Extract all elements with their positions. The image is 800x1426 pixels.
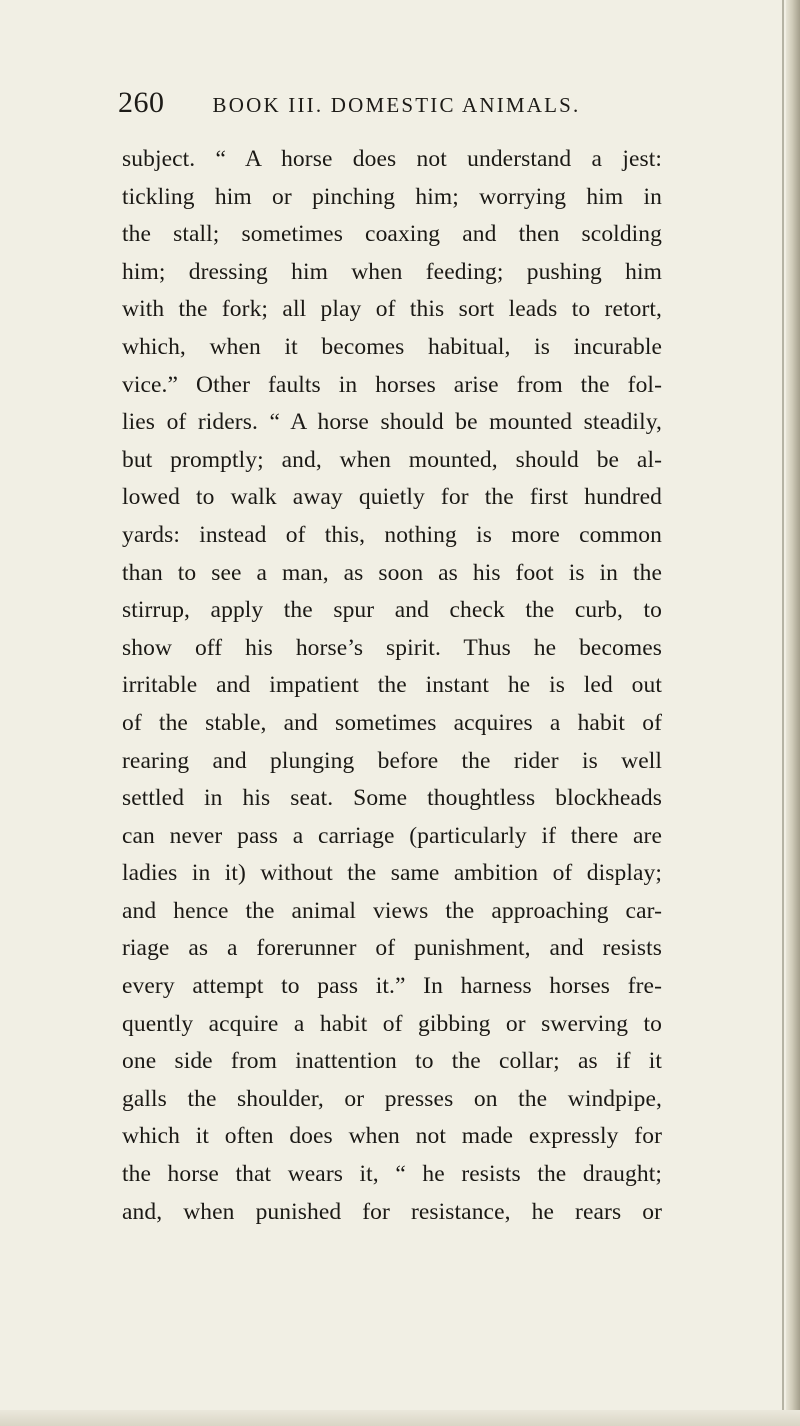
text-line: and, when punished for resistance, he rears or	[122, 1198, 662, 1225]
text-line: settled in his seat. Some thoughtless blockheads	[122, 785, 662, 812]
page-number: 260	[118, 86, 165, 119]
text-line: tickling him or pinching him; worrying him in	[122, 183, 662, 210]
text-line: ladies in it) without the same ambition of display;	[122, 860, 662, 887]
text-line: every attempt to pass it.” In harness horses fre-	[122, 973, 662, 1000]
text-line: the horse that wears it, “ he resists the draught;	[122, 1161, 662, 1188]
text-line: the stall; sometimes coaxing and then scolding	[122, 221, 662, 248]
page-header	[118, 86, 662, 126]
text-line: which it often does when not made expressly for	[122, 1123, 662, 1150]
text-line: but promptly; and, when mounted, should be al-	[122, 446, 662, 473]
text-line: irritable and impatient the instant he is led out	[122, 672, 662, 699]
text-line: lies of riders. “ A horse should be mounted steadily,	[122, 409, 662, 436]
text-line: riage as a forerunner of punishment, and resists	[122, 935, 662, 962]
text-line: galls the shoulder, or presses on the windpipe,	[122, 1085, 662, 1112]
running-head: BOOK III. DOMESTIC ANIMALS.	[212, 93, 581, 117]
text-line: one side from inattention to the collar; as if it	[122, 1048, 662, 1075]
text-line: stirrup, apply the spur and check the curb, to	[122, 597, 662, 624]
text-line: quently acquire a habit of gibbing or swerving to	[122, 1010, 662, 1037]
text-line: show off his horse’s spirit. Thus he becomes	[122, 634, 662, 661]
text-line: him; dressing him when feeding; pushing him	[122, 258, 662, 285]
text-line: subject. “ A horse does not understand a jest:	[122, 146, 662, 172]
text-line: can never pass a carriage (particularly if there are	[122, 822, 662, 849]
text-line: vice.” Other faults in horses arise from the fol-	[122, 371, 662, 398]
page-edge-shadow	[786, 0, 800, 1426]
text-line: of the stable, and sometimes acquires a habit of	[122, 709, 662, 736]
text-line: which, when it becomes habitual, is incurable	[122, 333, 662, 360]
page-bottom-edge	[0, 1410, 800, 1426]
text-line: than to see a man, as soon as his foot is in the	[122, 559, 662, 586]
text-line: lowed to walk away quietly for the first hundred	[122, 484, 662, 511]
text-line: rearing and plunging before the rider is well	[122, 747, 662, 774]
text-line: with the fork; all play of this sort leads to retort,	[122, 296, 662, 323]
body-text	[122, 141, 662, 1231]
text-line: yards: instead of this, nothing is more common	[122, 521, 662, 548]
text-line: and hence the animal views the approaching car-	[122, 897, 662, 924]
